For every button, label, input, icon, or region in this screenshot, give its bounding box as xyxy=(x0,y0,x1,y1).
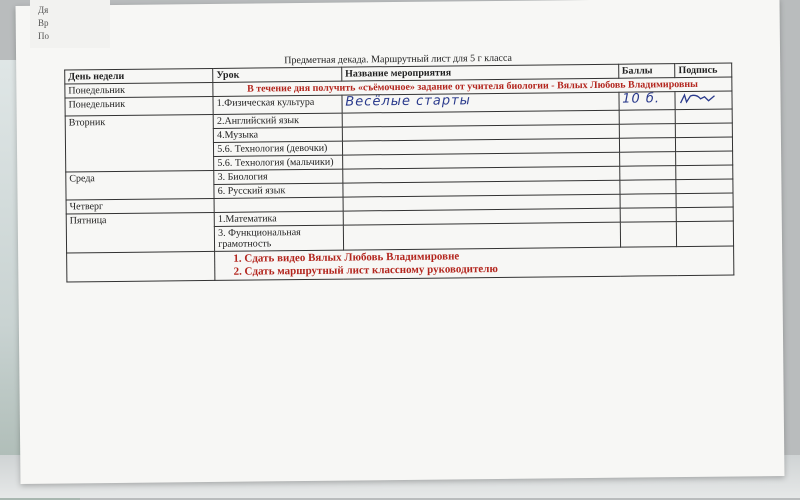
signature-cell xyxy=(675,109,732,124)
signature-cell xyxy=(676,123,733,138)
monday-lesson: 1.Физическая культура xyxy=(213,95,342,114)
background-sheet-line: Дя xyxy=(38,5,49,15)
signature-cell xyxy=(676,193,733,208)
score-cell xyxy=(620,222,677,248)
monday-notice: В течение дня получить «съёмочное» задание от учителя биологии - Вялых Любовь Владимировны xyxy=(213,77,732,96)
header-lesson: Урок xyxy=(213,67,342,82)
score-cell xyxy=(619,152,676,167)
notes-row xyxy=(67,246,734,282)
tuesday-lesson: 5.6. Технология (девочки) xyxy=(214,141,343,156)
wednesday-day: Среда xyxy=(66,170,215,200)
signature-cell xyxy=(677,221,734,247)
friday-day: Пятница xyxy=(66,212,215,253)
monday-event: Весёлые старты xyxy=(342,92,619,113)
notes-blank xyxy=(67,251,216,282)
signature-cell xyxy=(676,179,733,194)
friday-lesson: 1.Математика xyxy=(214,211,343,226)
note-item: 2. Сдать маршрутный лист классному руководителю xyxy=(244,261,730,279)
tuesday-lesson: 2.Английский язык xyxy=(213,113,342,128)
lesson-cell xyxy=(214,197,343,212)
background-sheet-line: По xyxy=(38,31,49,41)
notes-list xyxy=(218,248,730,279)
note-item: 1. Сдать видео Вялых Любовь Владимировне xyxy=(244,248,730,266)
score-cell xyxy=(620,180,677,195)
thursday-day: Четверг xyxy=(66,198,214,214)
tuesday-day: Вторник xyxy=(65,114,214,172)
event-cell xyxy=(343,222,620,250)
wednesday-lesson: 6. Русский язык xyxy=(214,183,343,198)
notes-cell xyxy=(215,246,734,280)
score-cell xyxy=(619,110,676,125)
score-cell xyxy=(619,124,676,139)
document-title: Предметная декада. Маршрутный лист для 5 г класса xyxy=(284,52,512,67)
score-cell xyxy=(620,194,677,209)
signature-cell xyxy=(676,165,733,180)
header-day: День недели xyxy=(65,68,213,84)
background-sheet-line: Вр xyxy=(38,18,49,28)
signature-cell xyxy=(676,207,733,222)
monday-notice-day: Понедельник xyxy=(65,82,213,98)
score-cell xyxy=(619,166,676,181)
signature-scribble xyxy=(679,93,719,105)
signature-cell xyxy=(676,151,733,166)
background-sheet xyxy=(30,0,110,48)
score-cell xyxy=(620,208,677,223)
monday-day: Понедельник xyxy=(65,96,213,116)
monday-signature xyxy=(675,91,732,110)
header-signature: Подпись xyxy=(675,63,732,78)
tuesday-lesson: 5.6. Технология (мальчики) xyxy=(214,155,343,170)
tuesday-lesson: 4.Музыка xyxy=(214,127,343,142)
paper-sheet xyxy=(16,0,785,484)
friday-lesson: 3. Функциональная грамотность xyxy=(215,225,344,251)
header-score: Баллы xyxy=(618,64,675,79)
score-cell xyxy=(619,138,676,153)
signature-cell xyxy=(676,137,733,152)
header-event: Название мероприятия xyxy=(341,64,618,81)
wednesday-lesson: 3. Биология xyxy=(214,169,343,184)
route-sheet-table xyxy=(64,63,734,283)
monday-score: 10 б. xyxy=(619,92,676,111)
